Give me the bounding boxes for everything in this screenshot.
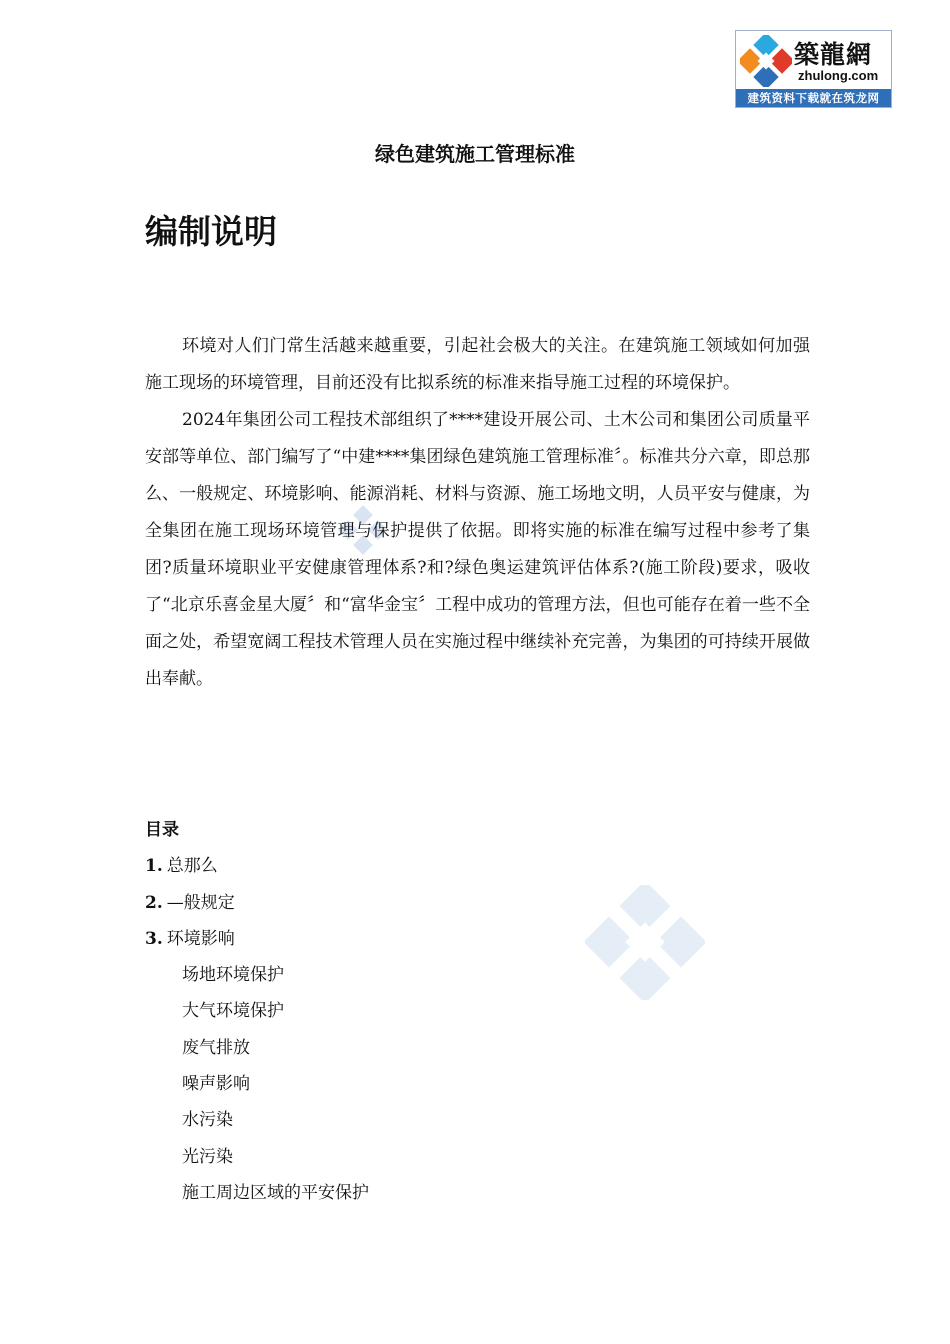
table-of-contents: [145, 812, 810, 1211]
zhulong-logo: [735, 30, 892, 108]
toc-subitem[interactable]: 大气环境保护: [182, 1001, 284, 1022]
document-body: [145, 328, 810, 698]
document-title: 绿色建筑施工管理标准: [375, 142, 575, 166]
toc-subitem[interactable]: 场地环境保护: [182, 965, 284, 986]
logo-name-en: zhulong.com: [798, 68, 879, 83]
toc-item-number: 1.: [145, 856, 163, 877]
section-heading: 编制说明: [145, 212, 277, 251]
toc-subitem[interactable]: 光污染: [182, 1146, 233, 1167]
toc-subitem[interactable]: 施工周边区域的平安保护: [182, 1182, 369, 1203]
toc-item-number: 2.: [145, 892, 163, 913]
toc-item-label: 总那么: [166, 856, 218, 877]
toc-item[interactable]: [145, 848, 810, 884]
toc-item[interactable]: [145, 921, 810, 957]
toc-item-label: 环境影响: [166, 928, 235, 949]
logo-slogan: 建筑资料下载就在筑龙网: [736, 89, 891, 107]
toc-item[interactable]: [145, 885, 810, 921]
toc-subitem[interactable]: 水污染: [182, 1110, 233, 1131]
zhulong-logo-mark-icon: [740, 35, 792, 87]
paragraph: 环境对人们门常生活越来越重要，引起社会极大的关注。在建筑施工领域如何加强施工现场的环境管理，目前还没有比拟系统的标准来指导施工过程的环境保护。: [145, 336, 810, 393]
toc-subitem[interactable]: 废气排放: [182, 1037, 250, 1058]
paragraph: 2024年集团公司工程技术部组织了****建设开展公司、土木公司和集团公司质量平安部等单位、部门编写了“中建****集团绿色建筑施工管理标准〞。标准共分六章，即总那么、一般规定、环境影响、能源消耗、材料与资源、施工场地文明，人员平安与健康，为全集团在施工现场环境管理与保护提供了依据。即将实施的标准在编写过程中参考了集团?质量环境职业平安健康管理体系?和?绿色奥运建筑评估体系?(施工阶段)要求，吸收了“北京乐喜金星大厦〞和“富华金宝〞工程中成功的管理方法，但也可能存在着一些不全面之处，希望宽阔工程技术管理人员在实施过程中继续补充完善，为集团的可持续开展做出奉献。: [145, 410, 810, 689]
logo-name-cn: 築龍網: [794, 40, 873, 69]
toc-item-label: —般规定: [166, 892, 235, 913]
toc-subitem[interactable]: 噪声影响: [182, 1074, 250, 1095]
toc-item-number: 3.: [145, 928, 163, 949]
toc-title: 目录: [145, 820, 179, 840]
